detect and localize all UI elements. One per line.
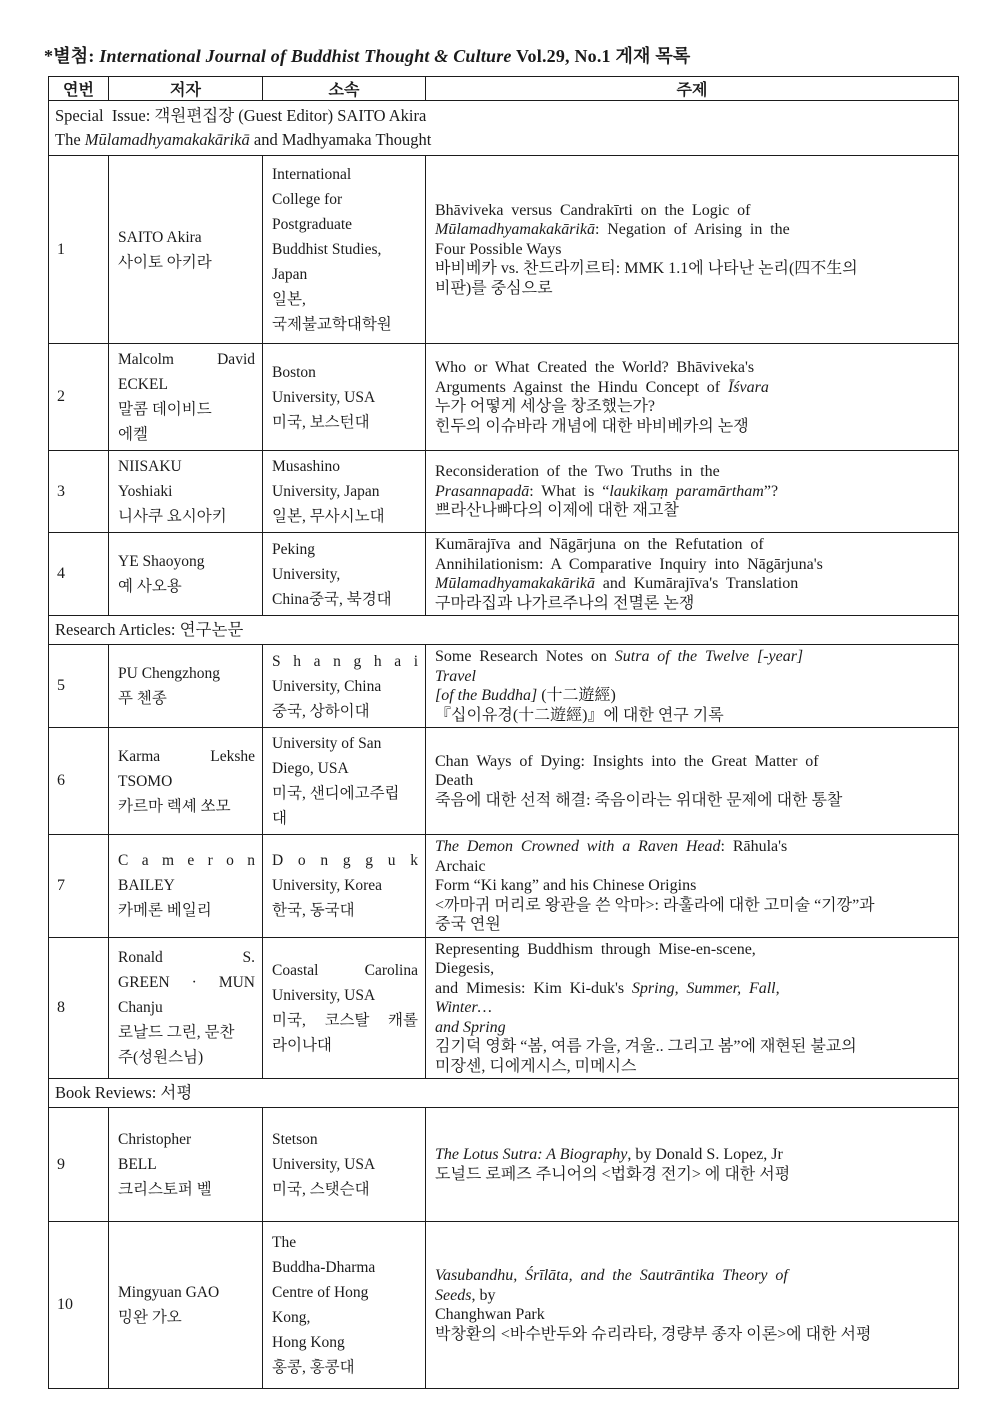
text-line: Malcolm David: [118, 351, 255, 368]
text-line: International: [272, 166, 352, 183]
row-number-cell: 5: [49, 645, 109, 728]
author-cell: [109, 1222, 263, 1389]
affiliation-cell: [263, 937, 426, 1079]
topic-cell: [426, 728, 959, 835]
article-row: [49, 645, 959, 728]
text-line: 푸 첸종: [118, 690, 167, 707]
text-line: Boston: [272, 363, 316, 381]
text-line: Diegesis,: [435, 960, 495, 977]
text-line: BAILEY: [118, 877, 175, 895]
article-row: [49, 1108, 959, 1222]
text-line: Yoshiaki: [118, 483, 173, 500]
text-line: Mūlamadhyamakakārikā: Negation of Arising in the: [435, 221, 790, 239]
text-line: University, USA: [272, 1156, 376, 1173]
article-row: [49, 937, 959, 1079]
row-number-cell: 9: [49, 1108, 109, 1222]
text-line: GREEN · MUN: [118, 974, 255, 992]
document-title: [44, 42, 691, 68]
row-number-cell: 3: [49, 451, 109, 533]
text-line: Changhwan Park: [435, 1306, 545, 1323]
topic-cell: [426, 451, 959, 533]
text-line: 누가 어떻게 세상을 창조했는가?: [435, 398, 656, 415]
title-suffix: Vol.29, No.1 게재 목록: [511, 46, 691, 66]
text-line: 쁘라산나빠다의 이제에 대한 재고찰: [435, 502, 679, 520]
topic-cell: [426, 937, 959, 1079]
text-line: 대: [272, 810, 287, 827]
text-line: 카르마 렉셰 쏘모: [118, 797, 231, 815]
contents-table: [48, 76, 959, 1389]
text-line: Kong,: [272, 1309, 311, 1326]
text-line: Hong Kong: [272, 1334, 345, 1351]
author-cell: [109, 344, 263, 451]
text-line: The Lotus Sutra: A Biography, by Donald S. Lopez, Jr: [435, 1146, 783, 1163]
article-row: [49, 156, 959, 344]
text-line: NIISAKU: [118, 458, 182, 475]
text-line: The Mūlamadhyamakakārikā and Madhyamaka Thought: [55, 130, 432, 149]
text-line: 홍콩, 홍콩대: [272, 1359, 355, 1376]
text-line: Annihilationism: A Comparative Inquiry into Nāgārjuna's: [435, 555, 823, 573]
text-line: University of San: [272, 735, 382, 752]
row-number-cell: 6: [49, 728, 109, 835]
text-line: Musashino: [272, 458, 341, 475]
section-row: [49, 1079, 959, 1108]
text-line: Diego, USA: [272, 760, 349, 777]
text-line: The: [272, 1234, 297, 1251]
text-line: 에켈: [118, 426, 148, 443]
text-line: Reconsideration of the Two Truths in the: [435, 463, 720, 481]
author-cell: [109, 835, 263, 938]
topic-cell: [426, 1222, 959, 1389]
text-line: University, USA: [272, 388, 376, 406]
topic-cell: [426, 156, 959, 344]
text-line: <까마귀 머리로 왕관을 쓴 악마>: 라훌라에 대한 고미술 “기깡”과: [435, 896, 875, 914]
text-line: Chanju: [118, 999, 163, 1017]
author-cell: [109, 1108, 263, 1222]
text-line: 미국, 샌디에고주립: [272, 785, 400, 802]
text-line: Coastal Carolina: [272, 961, 418, 979]
author-cell: [109, 645, 263, 728]
text-line: 김기덕 영화 “봄, 여름 가을, 겨울.. 그리고 봄”에 재현된 불교의: [435, 1038, 857, 1055]
text-line: SAITO Akira: [118, 228, 202, 246]
text-line: YE Shaoyong: [118, 553, 205, 570]
text-line: D o n g g u k: [272, 852, 418, 870]
row-number-cell: 8: [49, 937, 109, 1079]
text-line: 말콤 데이비드: [118, 401, 212, 418]
text-line: PU Chengzhong: [118, 665, 221, 682]
text-line: 밍완 가오: [118, 1309, 182, 1326]
text-line: Representing Buddhism through Mise-en-scene,: [435, 940, 756, 958]
text-line: Buddhist Studies,: [272, 241, 382, 258]
text-line: 도널드 로페즈 주니어의 <법화경 전기> 에 대한 서평: [435, 1165, 791, 1183]
text-line: Who or What Created the World? Bhāviveka's: [435, 359, 755, 376]
text-line: Form “Ki kang” and his Chinese Origins: [435, 877, 697, 894]
text-line: 니사쿠 요시아키: [118, 508, 227, 525]
text-line: S h a n g h a i: [272, 652, 418, 670]
text-line: Winter…: [435, 999, 492, 1016]
affiliation-cell: [263, 156, 426, 344]
text-line: 박창환의 <바수반두와 슈리라타, 경량부 종자 이론>에 대한 서평: [435, 1325, 872, 1343]
column-header-author: 저자: [109, 77, 263, 101]
title-prefix: *별첨:: [44, 46, 100, 66]
text-line: Kumārajīva and Nāgārjuna on the Refutation of: [435, 536, 764, 553]
text-line: China중국, 북경대: [272, 590, 392, 608]
text-line: Mingyuan GAO: [118, 1284, 220, 1301]
text-line: Seeds, by: [435, 1286, 496, 1304]
text-line: Japan: [272, 266, 308, 283]
text-line: TSOMO: [118, 772, 173, 790]
affiliation-cell: [263, 645, 426, 728]
column-header-topic: 주제: [426, 77, 959, 101]
text-line: 크리스토퍼 벨: [118, 1181, 212, 1198]
topic-cell: [426, 645, 959, 728]
text-line: University, Japan: [272, 483, 380, 500]
text-line: and Spring: [435, 1018, 506, 1036]
section-row: [49, 616, 959, 645]
text-line: BELL: [118, 1156, 157, 1173]
text-line: 죽음에 대한 선적 해결: 죽음이라는 위대한 문제에 대한 통찰: [435, 791, 843, 809]
topic-cell: [426, 835, 959, 938]
text-line: Research Articles: 연구논문: [55, 620, 244, 639]
text-line: 바비베카 vs. 찬드라끼르티: MMK 1.1에 나타난 논리(四不生의: [435, 260, 858, 278]
table-header: [49, 77, 959, 101]
text-line: 일본,: [272, 291, 306, 308]
text-line: Mūlamadhyamakakārikā and Kumārajīva's Translation: [435, 575, 799, 592]
affiliation-cell: [263, 533, 426, 616]
text-line: University, Korea: [272, 877, 383, 895]
author-cell: [109, 451, 263, 533]
text-line: Buddha-Dharma: [272, 1259, 376, 1276]
text-line: Karma Lekshe: [118, 747, 255, 765]
text-line: Book Reviews: 서평: [55, 1083, 193, 1102]
author-cell: [109, 728, 263, 835]
text-line: 미국, 보스턴대: [272, 413, 370, 431]
text-line: 미국, 코스탈 캐롤: [272, 1011, 418, 1029]
section-title-cell: [49, 1079, 959, 1108]
text-line: [of the Buddha] (十二遊經): [435, 687, 616, 704]
text-line: Stetson: [272, 1131, 318, 1148]
text-line: 비판)를 중심으로: [435, 279, 553, 297]
affiliation-cell: [263, 1108, 426, 1222]
text-line: 일본, 무사시노대: [272, 508, 385, 525]
text-line: Centre of Hong: [272, 1284, 369, 1301]
affiliation-cell: [263, 344, 426, 451]
text-line: 카메론 베일리: [118, 902, 212, 920]
affiliation-cell: [263, 451, 426, 533]
affiliation-cell: [263, 835, 426, 938]
text-line: 힌두의 이슈바라 개념에 대한 바비베카의 논쟁: [435, 417, 749, 435]
article-row: [49, 533, 959, 616]
row-number-cell: 7: [49, 835, 109, 938]
text-line: Four Possible Ways: [435, 240, 562, 258]
article-row: [49, 344, 959, 451]
text-line: 라이나대: [272, 1036, 332, 1054]
text-line: Special Issue: 객원편집장 (Guest Editor) SAITO Akira: [55, 106, 427, 125]
article-row: [49, 1222, 959, 1389]
text-line: ECKEL: [118, 376, 168, 393]
title-journal-name: International Journal of Buddhist Thought & Culture: [99, 46, 512, 66]
text-line: 미국, 스탯슨대: [272, 1181, 370, 1198]
row-number-cell: 1: [49, 156, 109, 344]
text-line: 구마라집과 나가르주나의 전멸론 논쟁: [435, 594, 695, 612]
text-line: Prasannapadā: What is “laukikaṃ paramārtham”?: [435, 482, 779, 500]
article-row: [49, 835, 959, 938]
author-cell: [109, 533, 263, 616]
text-line: Vasubandhu, Śrīlāta, and the Sautrāntika Theory of: [435, 1267, 788, 1284]
text-line: University, USA: [272, 986, 376, 1004]
text-line: 국제불교학대학원: [272, 316, 392, 333]
text-line: and Mimesis: Kim Ki-duk's Spring, Summer, Fall,: [435, 979, 780, 997]
text-line: 로날드 그린, 문찬: [118, 1024, 235, 1042]
text-line: Some Research Notes on Sutra of the Twelve [-year]: [435, 648, 804, 665]
topic-cell: [426, 533, 959, 616]
section-row: [49, 101, 959, 156]
author-cell: [109, 156, 263, 344]
column-header-no: 연번: [49, 77, 109, 101]
text-line: 주(성원스님): [118, 1049, 204, 1067]
topic-cell: [426, 1108, 959, 1222]
article-row: [49, 451, 959, 533]
row-number-cell: 10: [49, 1222, 109, 1389]
text-line: College for: [272, 191, 343, 208]
row-number-cell: 2: [49, 344, 109, 451]
affiliation-cell: [263, 1222, 426, 1389]
text-line: 한국, 동국대: [272, 902, 355, 920]
text-line: Death: [435, 772, 474, 790]
text-line: The Demon Crowned with a Raven Head: Rāhula's: [435, 838, 788, 855]
topic-cell: [426, 344, 959, 451]
section-title-cell: [49, 616, 959, 645]
section-title-cell: [49, 101, 959, 156]
text-line: 중국, 상하이대: [272, 702, 370, 720]
text-line: Bhāviveka versus Candrakīrti on the Logic of: [435, 201, 751, 219]
article-row: [49, 728, 959, 835]
text-line: Archaic: [435, 857, 486, 875]
text-line: 사이토 아키라: [118, 253, 212, 271]
text-line: Ronald S.: [118, 949, 255, 967]
author-cell: [109, 937, 263, 1079]
text-line: 미장센, 디에게시스, 미메시스: [435, 1057, 637, 1075]
text-line: C a m e r o n: [118, 852, 255, 870]
text-line: Travel: [435, 667, 476, 685]
text-line: University, China: [272, 677, 382, 695]
row-number-cell: 4: [49, 533, 109, 616]
text-line: 중국 연원: [435, 916, 501, 933]
affiliation-cell: [263, 728, 426, 835]
text-line: Arguments Against the Hindu Concept of Īśvara: [435, 378, 769, 396]
column-header-affiliation: 소속: [263, 77, 426, 101]
header-row: [49, 77, 959, 101]
text-line: 예 사오용: [118, 578, 182, 595]
text-line: Postgraduate: [272, 216, 353, 233]
table-body: [49, 101, 959, 1389]
text-line: 『십이유경(十二遊經)』에 대한 연구 기록: [435, 706, 724, 724]
text-line: Peking: [272, 540, 316, 558]
text-line: University,: [272, 565, 341, 583]
text-line: Christopher: [118, 1131, 192, 1148]
text-line: Chan Ways of Dying: Insights into the Great Matter of: [435, 752, 819, 770]
